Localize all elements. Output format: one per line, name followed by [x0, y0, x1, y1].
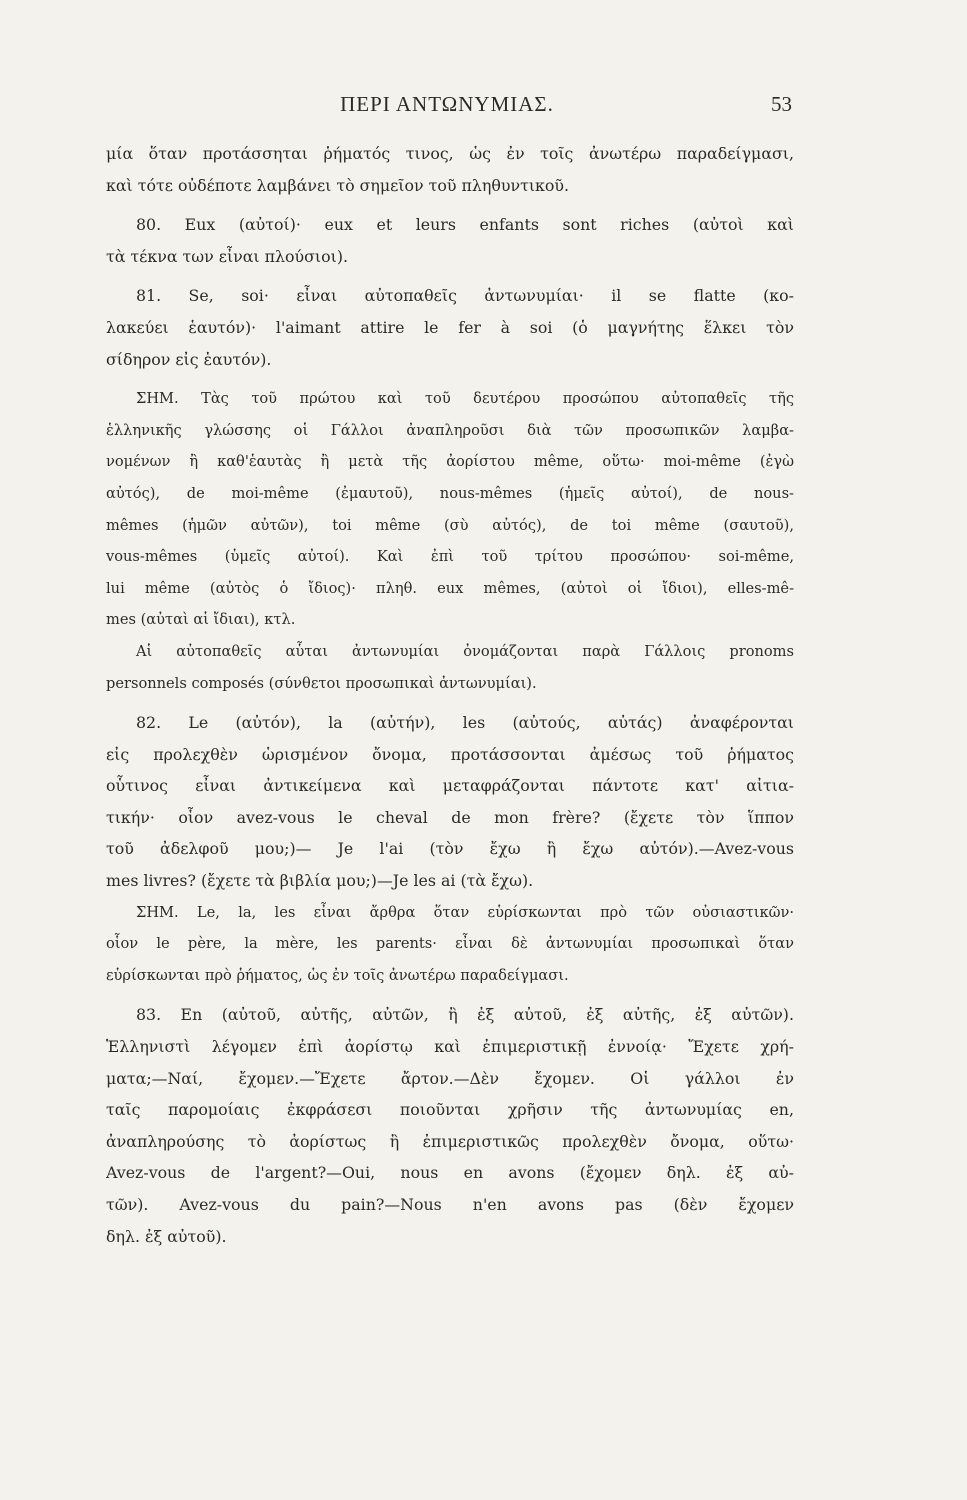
text-line: καὶ τότε οὐδέποτε λαμβάνει τὸ σημεῖον τοῦ πληθυντικοῦ. — [106, 175, 570, 195]
text-line-section-82: 82. Le (αὐτόν), la (αὐτήν), les (αὐτούς, αὐτάς) ἀναφέρονται — [136, 713, 794, 733]
running-title: ΠΕΡΙ ΑΝΤΩΝΥΜΙΑΣ. — [340, 92, 554, 116]
note-line: νομένων ἢ καθ'ἑαυτὰς ἢ μετὰ τῆς ἀορίστου même, οὕτω· moi-même (ἐγὼ — [106, 453, 794, 471]
text-line-section-80: 80. Eux (αὐτοί)· eux et leurs enfants sont riches (αὐτοὶ καὶ — [136, 215, 794, 235]
note-line: ΣΗΜ. Le, la, les εἶναι ἄρθρα ὅταν εὑρίσκωνται πρὸ τῶν οὐσιαστικῶν· — [136, 903, 794, 921]
note-line: Αἱ αὐτοπαθεῖς αὗται ἀντωνυμίαι ὀνομάζονται παρὰ Γάλλοις pronoms — [136, 642, 794, 660]
text-line: εἰς προλεχθὲν ὡρισμένον ὄνομα, προτάσσονται ἀμέσως τοῦ ῥήματος — [106, 744, 794, 764]
text-line: ματα;—Ναί, ἔχομεν.—Ἔχετε ἄρτον.—Δὲν ἔχομεν. Οἱ γάλλοι ἐν — [106, 1068, 794, 1088]
running-head — [102, 92, 792, 122]
text-line: μία ὅταν προτάσσηται ῥήματός τινος, ὡς ἐν τοῖς ἀνωτέρω παραδείγμασι, — [106, 144, 794, 163]
body-text — [106, 138, 794, 1252]
text-line: λακεύει ἑαυτόν)· l'aimant attire le fer à soi (ὁ μαγνήτης ἕλκει τὸν — [106, 317, 794, 337]
text-line-section-83: 83. En (αὐτοῦ, αὐτῆς, αὐτῶν, ἢ ἐξ αὐτοῦ, ἐξ αὐτῆς, ἐξ αὐτῶν). — [136, 1005, 794, 1025]
text-line-section-81: 81. Se, soi· εἶναι αὐτοπαθεῖς ἀντωνυμίαι· il se flatte (κο- — [136, 286, 794, 306]
note-line: mêmes (ἡμῶν αὐτῶν), toi même (σὺ αὐτός), de toi même (σαυτοῦ), — [106, 516, 794, 534]
text-line: τῶν). Avez-vous du pain?—Nous n'en avons pas (δὲν ἔχομεν — [106, 1195, 794, 1214]
text-line: Avez-vous de l'argent?—Oui, nous en avons (ἔχομεν δηλ. ἐξ αὐ- — [106, 1163, 794, 1183]
note-line: ἑλληνικῆς γλώσσης οἱ Γάλλοι ἀναπληροῦσι διὰ τῶν προσωπικῶν λαμβα- — [106, 421, 794, 439]
note-line: lui même (αὐτὸς ὁ ἴδιος)· πληθ. eux mêmes, (αὐτοὶ οἱ ἴδιοι), elles-mê- — [106, 579, 794, 597]
text-line: δηλ. ἐξ αὐτοῦ). — [106, 1226, 227, 1246]
note-line: οἷον le père, la mère, les parents· εἶναι δὲ ἀντωνυμίαι προσωπικαὶ ὅταν — [106, 935, 794, 953]
text-line: τικήν· οἷον avez-vous le cheval de mon frère? (ἔχετε τὸν ἵππον — [106, 807, 794, 827]
text-line: ταῖς παρομοίαις ἐκφράσεσι ποιοῦνται χρῆσιν τῆς ἀντωνυμίας en, — [106, 1100, 794, 1120]
note-line: vous-mêmes (ὑμεῖς αὐτοί). Καὶ ἐπὶ τοῦ τρίτου προσώπου· soi-même, — [106, 548, 794, 566]
text-line: σίδηρον εἰς ἑαυτόν). — [106, 349, 272, 369]
note-line: εὑρίσκωνται πρὸ ῥήματος, ὡς ἐν τοῖς ἀνωτέρω παραδείγμασι. — [106, 966, 569, 984]
text-line: οὗτινος εἶναι ἀντικείμενα καὶ μεταφράζονται πάντοτε κατ' αἰτια- — [106, 776, 794, 796]
text-line: τοῦ ἀδελφοῦ μου;)— Je l'ai (τὸν ἔχω ἢ ἔχω αὐτόν).—Avez-vous — [106, 839, 794, 859]
note-line: αὐτός), de moi-même (ἐμαυτοῦ), nous-mêmes (ἡμεῖς αὐτοί), de nous- — [106, 484, 794, 502]
text-line: ἀναπληρούσης τὸ ἀορίστως ἢ ἐπιμεριστικῶς προλεχθὲν ὄνομα, οὕτω· — [106, 1131, 794, 1151]
text-line: Ἑλληνιστὶ λέγομεν ἐπὶ ἀορίστῳ καὶ ἐπιμεριστικῇ ἐννοίᾳ· Ἔχετε χρή- — [106, 1037, 794, 1057]
note-line: personnels composés (σύνθετοι προσωπικαὶ ἀντωνυμίαι). — [106, 674, 537, 692]
note-line: mes (αὐταὶ αἱ ἴδιαι), κτλ. — [106, 611, 296, 629]
text-line: τὰ τέκνα των εἶναι πλούσιοι). — [106, 246, 348, 266]
text-line: mes livres? (ἔχετε τὰ βιβλία μου;)—Je les ai (τὰ ἔχω). — [106, 871, 534, 891]
page-number: 53 — [771, 92, 792, 116]
note-line: ΣΗΜ. Τὰς τοῦ πρώτου καὶ τοῦ δευτέρου προσώπου αὐτοπαθεῖς τῆς — [136, 390, 794, 408]
